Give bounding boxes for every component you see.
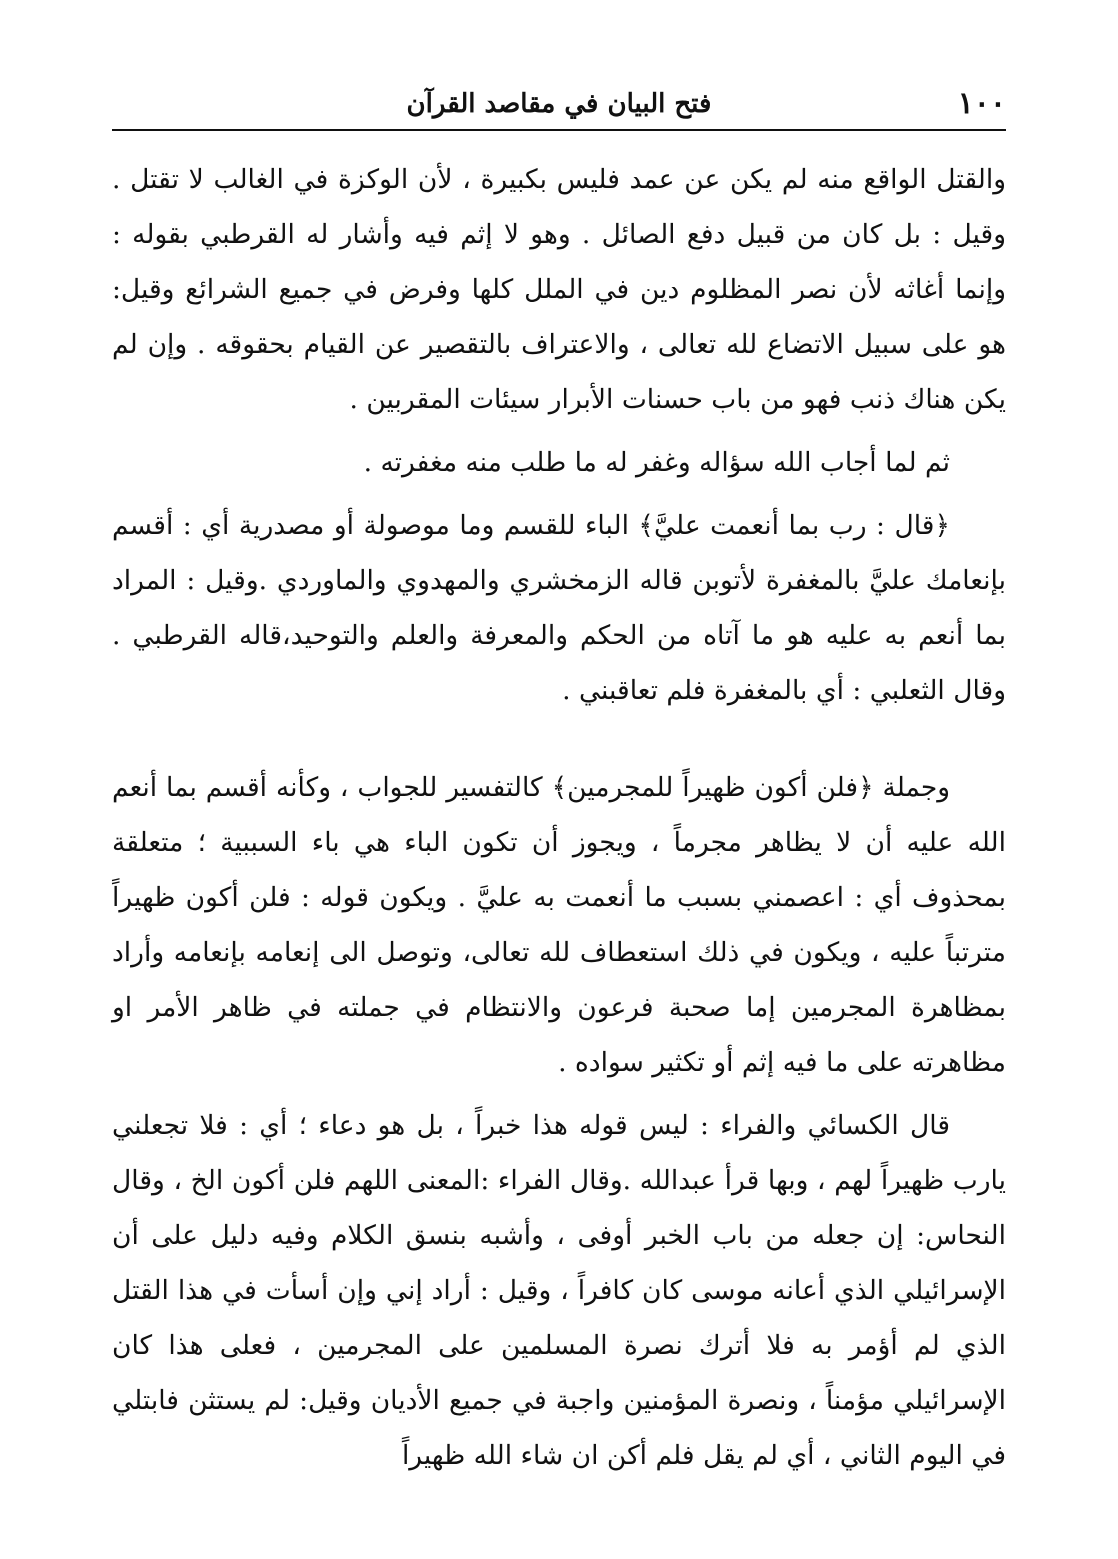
page-header — [112, 84, 1006, 128]
page-body-text — [112, 152, 1006, 1483]
paragraph-2: ثم لما أجاب الله سؤاله وغفر له ما طلب منه مغفرته . — [363, 447, 950, 478]
paragraph-1: والقتل الواقع منه لم يكن عن عمد فليس بكبيرة ، لأن الوكزة في الغالب لا تقتل . وقيل : بل كان من قبيل دفع الصائل . وهو لا إثم فيه وأشار له القرطبي بقوله : وإنما أغاثه لأن نصر المظلوم دين في الملل كلها وفرض في جميع الشرائع وقيل: هو على سبيل الاتضاع لله تعالى ، والاعتراف بالتقصير عن القيام بحقوقه . وإن لم يكن هناك ذنب فهو من باب حسنات الأبرار سيئات المقربين . — [112, 164, 1006, 415]
paragraph-4: وجملة ﴿فلن أكون ظهيراً للمجرمين﴾ كالتفسير للجواب ، وكأنه أقسم بما أنعم الله عليه أن لا يظاهر مجرماً ، ويجوز أن تكون الباء هي باء السببية ؛ متعلقة بمحذوف أي : اعصمني بسبب ما أنعمت به عليَّ . ويكون قوله : فلن أكون ظهيراً مترتباً عليه ، ويكون في ذلك استعطاف لله تعالى، وتوصل الى إنعامه بإنعامه وأراد بمظاهرة المجرمين إما صحبة فرعون والانتظام في جملته في ظاهر الأمر او مظاهرته على ما فيه إثم أو تكثير سواده . — [112, 772, 1006, 1078]
paragraph-5: قال الكسائي والفراء : ليس قوله هذا خبراً ، بل هو دعاء ؛ أي : فلا تجعلني يارب ظهيراً لهم ، وبها قرأ عبدالله .وقال الفراء :المعنى اللهم فلن أكون الخ ، وقال النحاس: إن جعله من باب الخبر أوفى ، وأشبه بنسق الكلام وفيه دليل على أن الإسرائيلي الذي أعانه موسى كان كافراً ، وقيل : أراد إني وإن أسأت في هذا القتل الذي لم أؤمر به فلا أترك نصرة المسلمين على المجرمين ، فعلى هذا كان الإسرائيلي مؤمناً ، ونصرة المؤمنين واجبة في جميع الأديان وقيل: لم يستثن فابتلي في اليوم الثاني ، أي لم يقل فلم أكن ان شاء الله ظهيراً — [112, 1110, 1006, 1471]
page-number: ١٠٠ — [957, 86, 1006, 121]
header-divider — [112, 129, 1006, 131]
running-title: فتح البيان في مقاصد القرآن — [406, 89, 712, 119]
paragraph-3: ﴿قال : رب بما أنعمت عليَّ﴾ الباء للقسم وما موصولة أو مصدرية أي : أقسم بإنعامك عليَّ بالمغفرة لأتوبن قاله الزمخشري والمهدوي والماوردي .وقيل : المراد بما أنعم به عليه هو ما آتاه من الحكم والمعرفة والعلم والتوحيد،قاله القرطبي . وقال الثعلبي : أي بالمغفرة فلم تعاقبني . — [112, 510, 1006, 706]
